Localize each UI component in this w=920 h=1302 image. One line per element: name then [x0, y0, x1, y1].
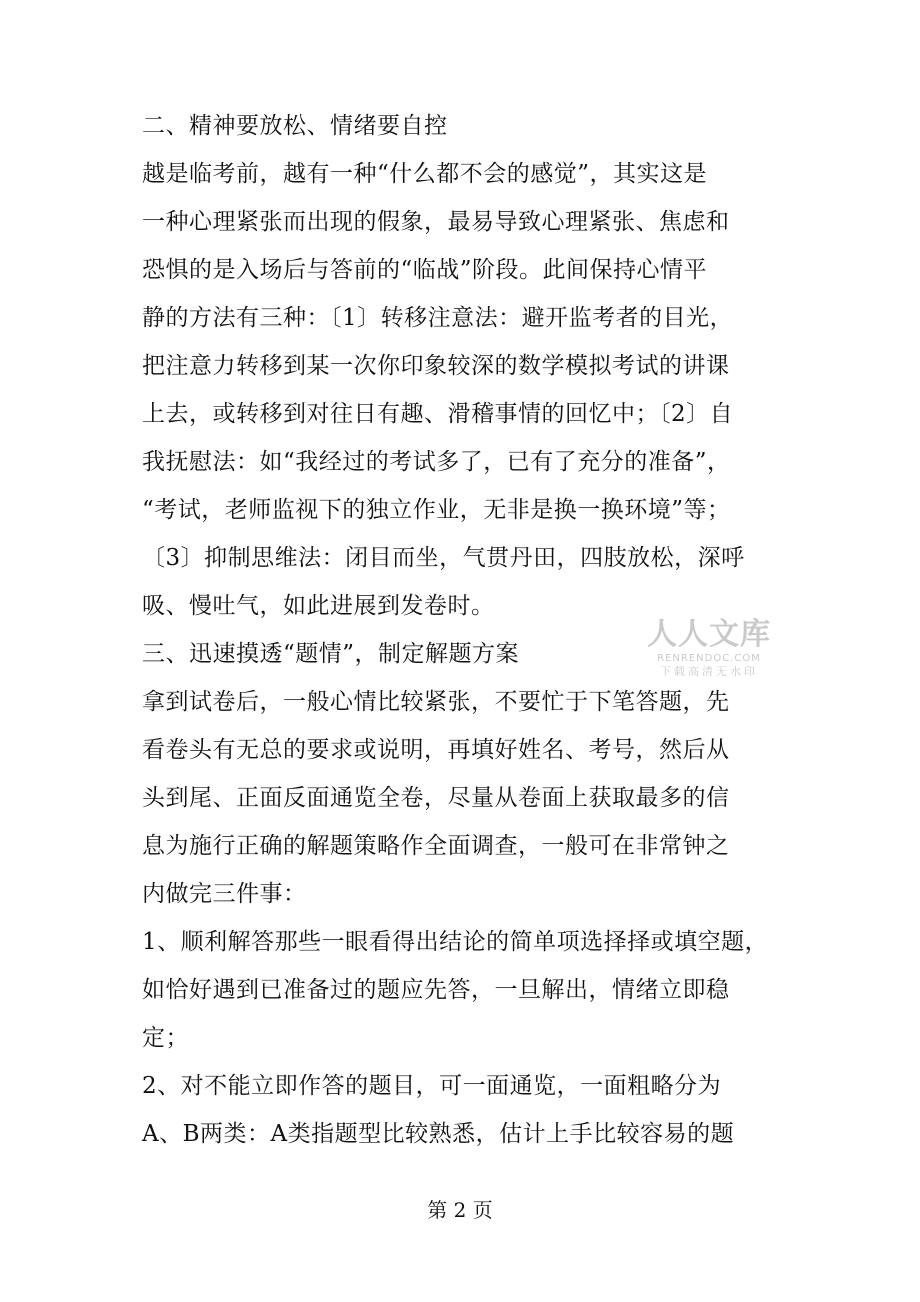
body-line: “考试，老师监视下的独立作业，无非是换一换环境”等；	[142, 497, 731, 523]
body-line: 息为施行正确的解题策略作全面调查，一般可在非常钟之	[142, 833, 730, 859]
watermark-logo	[644, 618, 774, 679]
body-line: 如恰好遇到已准备过的题应先答，一旦解出，情绪立即稳	[142, 977, 730, 1003]
body-line: A、B两类：A类指题型比较熟悉，估计上手比较容易的题	[142, 1121, 735, 1147]
body-line: 一种心理紧张而出现的假象，最易导致心理紧张、焦虑和	[142, 209, 730, 235]
body-line: 我抚慰法：如“我经过的考试多了，已有了充分的准备”，	[142, 449, 731, 475]
body-line: 越是临考前，越有一种“什么都不会的感觉”，其实这是	[142, 161, 708, 187]
list-item-line: 2、对不能立即作答的题目，可一面通览，一面粗略分为	[142, 1073, 722, 1099]
body-line: 吸、慢吐气，如此进展到发卷时。	[142, 593, 495, 619]
page-number: 第 2 页	[427, 1198, 493, 1222]
list-item-line: 1、顺利解答那些一眼看得出结论的简单项选择择或填空题，	[142, 929, 769, 955]
body-line: 拿到试卷后，一般心情比较紧张，不要忙于下笔答题，先	[142, 689, 730, 715]
body-line: 恐惧的是入场后与答前的“临战”阶段。此间保持心情平	[142, 257, 708, 283]
body-line: 定；	[142, 1025, 189, 1051]
body-line: 把注意力转移到某一次你印象较深的数学模拟考试的讲课	[142, 353, 730, 379]
section-heading: 二、精神要放松、情绪要自控	[142, 113, 448, 139]
body-line: 看卷头有无总的要求或说明，再填好姓名、考号，然后从	[142, 737, 730, 763]
body-line: 内做完三件事：	[142, 881, 307, 907]
watermark-tagline: 下载高清无水印	[660, 665, 758, 678]
body-line: 上去，或转移到对往日有趣、滑稽事情的回忆中；〔2〕自	[142, 401, 734, 427]
watermark-site: RENRENDOC.COM	[657, 653, 761, 664]
body-line: 静的方法有三种：〔1〕转移注意法：避开监考者的目光，	[142, 305, 734, 331]
watermark-title: 人人文库	[647, 617, 771, 652]
body-line: 头到尾、正面反面通览全卷，尽量从卷面上获取最多的信	[142, 785, 730, 811]
body-line: 〔3〕抑制思维法：闭目而坐，气贯丹田，四肢放松，深呼	[142, 545, 745, 571]
section-heading: 三、迅速摸透“题情”，制定解题方案	[142, 641, 520, 667]
